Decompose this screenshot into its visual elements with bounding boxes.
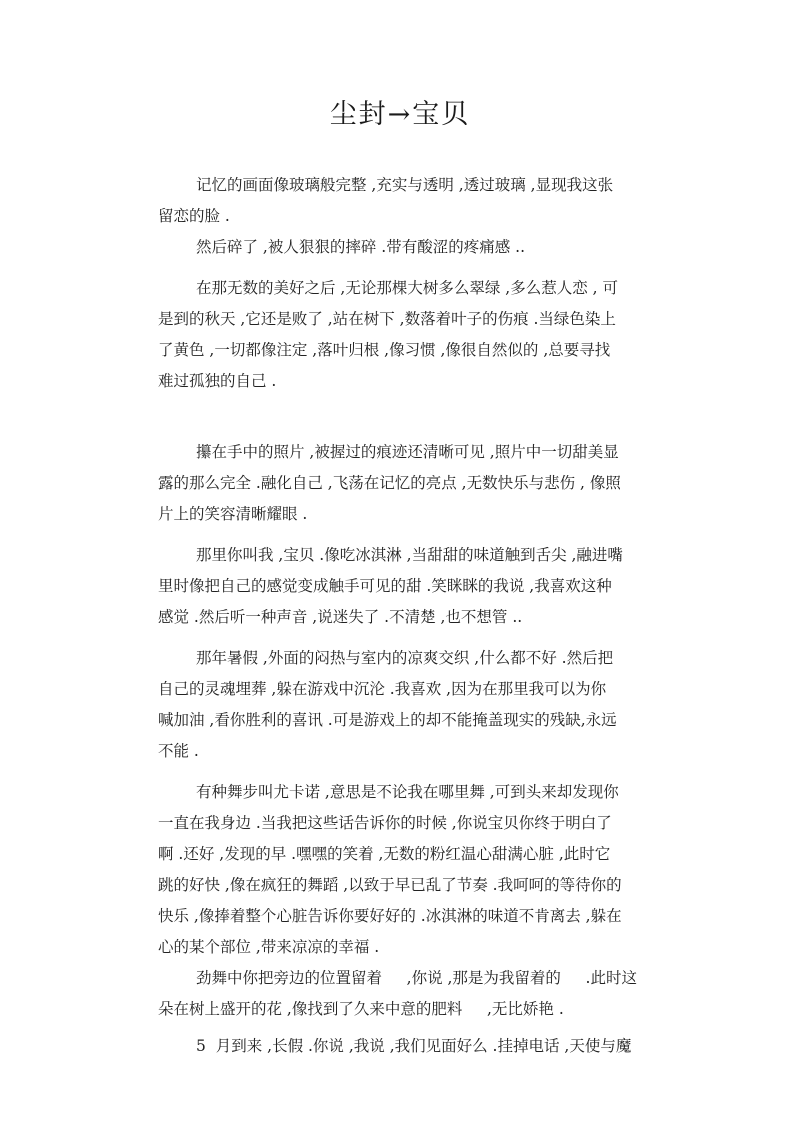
text-line: 感觉 .然后听一种声音 ,说迷失了 .不清楚 ,也不想管 .. — [158, 608, 523, 626]
text-line: 一直在我身边 .当我把这些话告诉你的时候 ,你说宝贝你终于明白了 — [158, 814, 612, 832]
text-line: 有种舞步叫尤卡诺 ,意思是不论我在哪里舞 ,可到头来却发现你 — [196, 783, 619, 801]
paragraph-1 — [158, 170, 688, 232]
text-line: 啊 .还好 ,发现的早 .嘿嘿的笑着 ,无数的粉红温心甜满心脏 ,此时它 — [158, 845, 611, 863]
text-line: 那里你叫我 ,宝贝 .像吃冰淇淋 ,当甜甜的味道触到舌尖 ,融进嘴 — [196, 546, 623, 564]
text-line: 不能 . — [158, 742, 199, 760]
text-line: 是到的秋天 ,它还是败了 ,站在树下 ,数落着叶子的伤痕 .当绿色染上 — [158, 310, 616, 328]
text-line: 自己的灵魂埋葬 ,躲在游戏中沉沦 .我喜欢 ,因为在那里我可以为你 — [158, 680, 607, 698]
text-line: 然后碎了 ,被人狠狠的摔碎 .带有酸涩的疼痛感 .. — [196, 238, 525, 256]
text-line: 喊加油 ,看你胜利的喜讯 .可是游戏上的却不能掩盖现实的残缺,永远 — [158, 711, 617, 729]
text-line: 攥在手中的照片 ,被握过的痕迹还清晰可见 ,照片中一切甜美显 — [196, 443, 619, 461]
text-line: 快乐 ,像捧着整个心脏告诉你要好好的 .冰淇淋的味道不肯离去 ,躲在 — [158, 907, 622, 925]
text-line: 那年暑假 ,外面的闷热与室内的凉爽交织 ,什么都不好 .然后把 — [196, 649, 614, 667]
text-line: 在那无数的美好之后 ,无论那棵大树多么翠绿 ,多么惹人恋 , 可 — [196, 279, 618, 297]
text-line: 露的那么完全 .融化自己 ,飞荡在记忆的亮点 ,无数快乐与悲伤 , 像照 — [158, 474, 621, 492]
text-line: 留恋的脸 . — [158, 207, 230, 225]
text-line: 了黄色 ,一切都像注定 ,落叶归根 ,像习惯 ,像很自然似的 ,总要寻找 — [158, 341, 611, 359]
paragraph-4 — [158, 437, 688, 530]
text-line: 片上的笑容清晰耀眼 . — [158, 505, 308, 523]
text-line: 劲舞中你把旁边的位置留着 ,你说 ,那是为我留着的 .此时这 — [196, 969, 637, 987]
text-line: 里时像把自己的感觉变成触手可见的甜 .笑眯眯的我说 ,我喜欢这种 — [158, 577, 612, 595]
text-line: 难过孤独的自己 . — [158, 372, 277, 390]
paragraph-3 — [158, 273, 688, 397]
paragraph-5 — [158, 540, 688, 633]
text-line: 朵在树上盛开的花 ,像找到了久来中意的肥料 ,无比娇艳 . — [158, 1000, 564, 1018]
document-title: 尘封→宝贝 — [329, 99, 471, 130]
paragraph-7 — [158, 777, 688, 963]
text-line: 心的某个部位 ,带来凉凉的幸福 . — [158, 938, 380, 956]
text-line: 记忆的画面像玻璃般完整 ,充实与透明 ,透过玻璃 ,显现我这张 — [196, 176, 614, 194]
paragraph-9 — [158, 1031, 688, 1062]
document-body — [158, 170, 688, 1062]
text-line: 5 月到来 ,长假 .你说 ,我说 ,我们见面好么 .挂掉电话 ,天使与魔 — [196, 1037, 632, 1055]
paragraph-2 — [158, 232, 688, 263]
paragraph-6 — [158, 643, 688, 767]
text-line: 跳的好快 ,像在疯狂的舞蹈 ,以致于早已乱了节奏 .我呵呵的等待你的 — [158, 876, 622, 894]
paragraph-8 — [158, 963, 688, 1025]
